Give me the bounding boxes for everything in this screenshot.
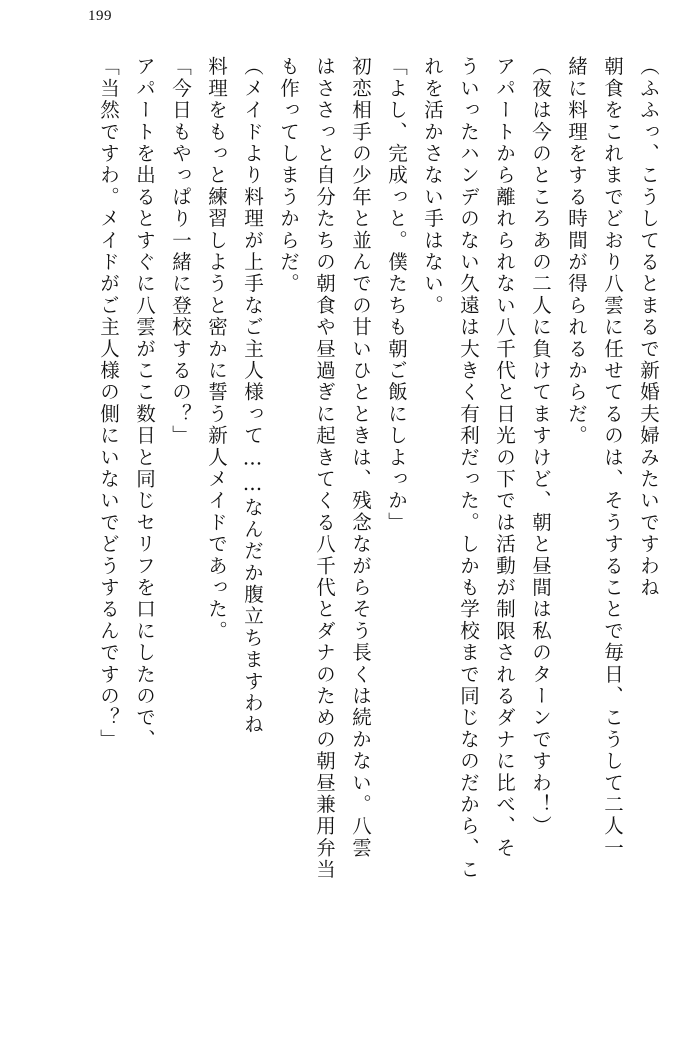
text-line: ういったハンデのない久遠は大きく有利だった。しかも学校まで同じなのだから、こ [457, 56, 480, 881]
text-line: 初恋相手の少年と並んでの甘いひとときは、残念ながらそう長くは続かない。八雲 [349, 56, 372, 859]
text-line: も作ってしまうからだ。 [277, 56, 300, 295]
text-line: 料理をもっと練習しようと密かに誓う新人メイドであった。 [205, 56, 228, 642]
vertical-text-body [28, 56, 666, 1028]
text-line: 緒に料理をする時間が得られるからだ。 [565, 56, 588, 447]
text-line: 「今日もやっぱり一緒に登校するの？」 [169, 56, 192, 447]
text-line: アパートから離れられない八千代と日光の下では活動が制限されるダナに比べ、そ [493, 56, 516, 859]
text-line: （ふふっ、こうしてるとまるで新婚夫婦みたいですわね [637, 56, 660, 599]
text-line: 朝食をこれまでどおり八雲に任せてるのは、そうすることで毎日、こうして二人一 [601, 56, 624, 859]
text-line: 「当然ですわ。メイドがご主人様の側にいないでどうするんですの？」 [97, 56, 120, 751]
text-line: アパートを出るとすぐに八雲がここ数日と同じセリフを口にしたので、 [133, 56, 156, 751]
text-line: （メイドより料理が上手なご主人様って……なんだか腹立ちますわね [241, 56, 264, 736]
text-line: 「よし、完成っと。僕たちも朝ご飯にしよっか」 [385, 56, 408, 534]
text-line: はささっと自分たちの朝食や昼過ぎに起きてくる八千代とダナのための朝昼兼用弁当 [313, 56, 336, 881]
page-number: 199 [88, 8, 112, 24]
text-line: （夜は今のところあの二人に負けてますけど、朝と昼間は私のターンですわ！） [529, 56, 552, 838]
text-line: れを活かさない手はない。 [421, 56, 444, 317]
